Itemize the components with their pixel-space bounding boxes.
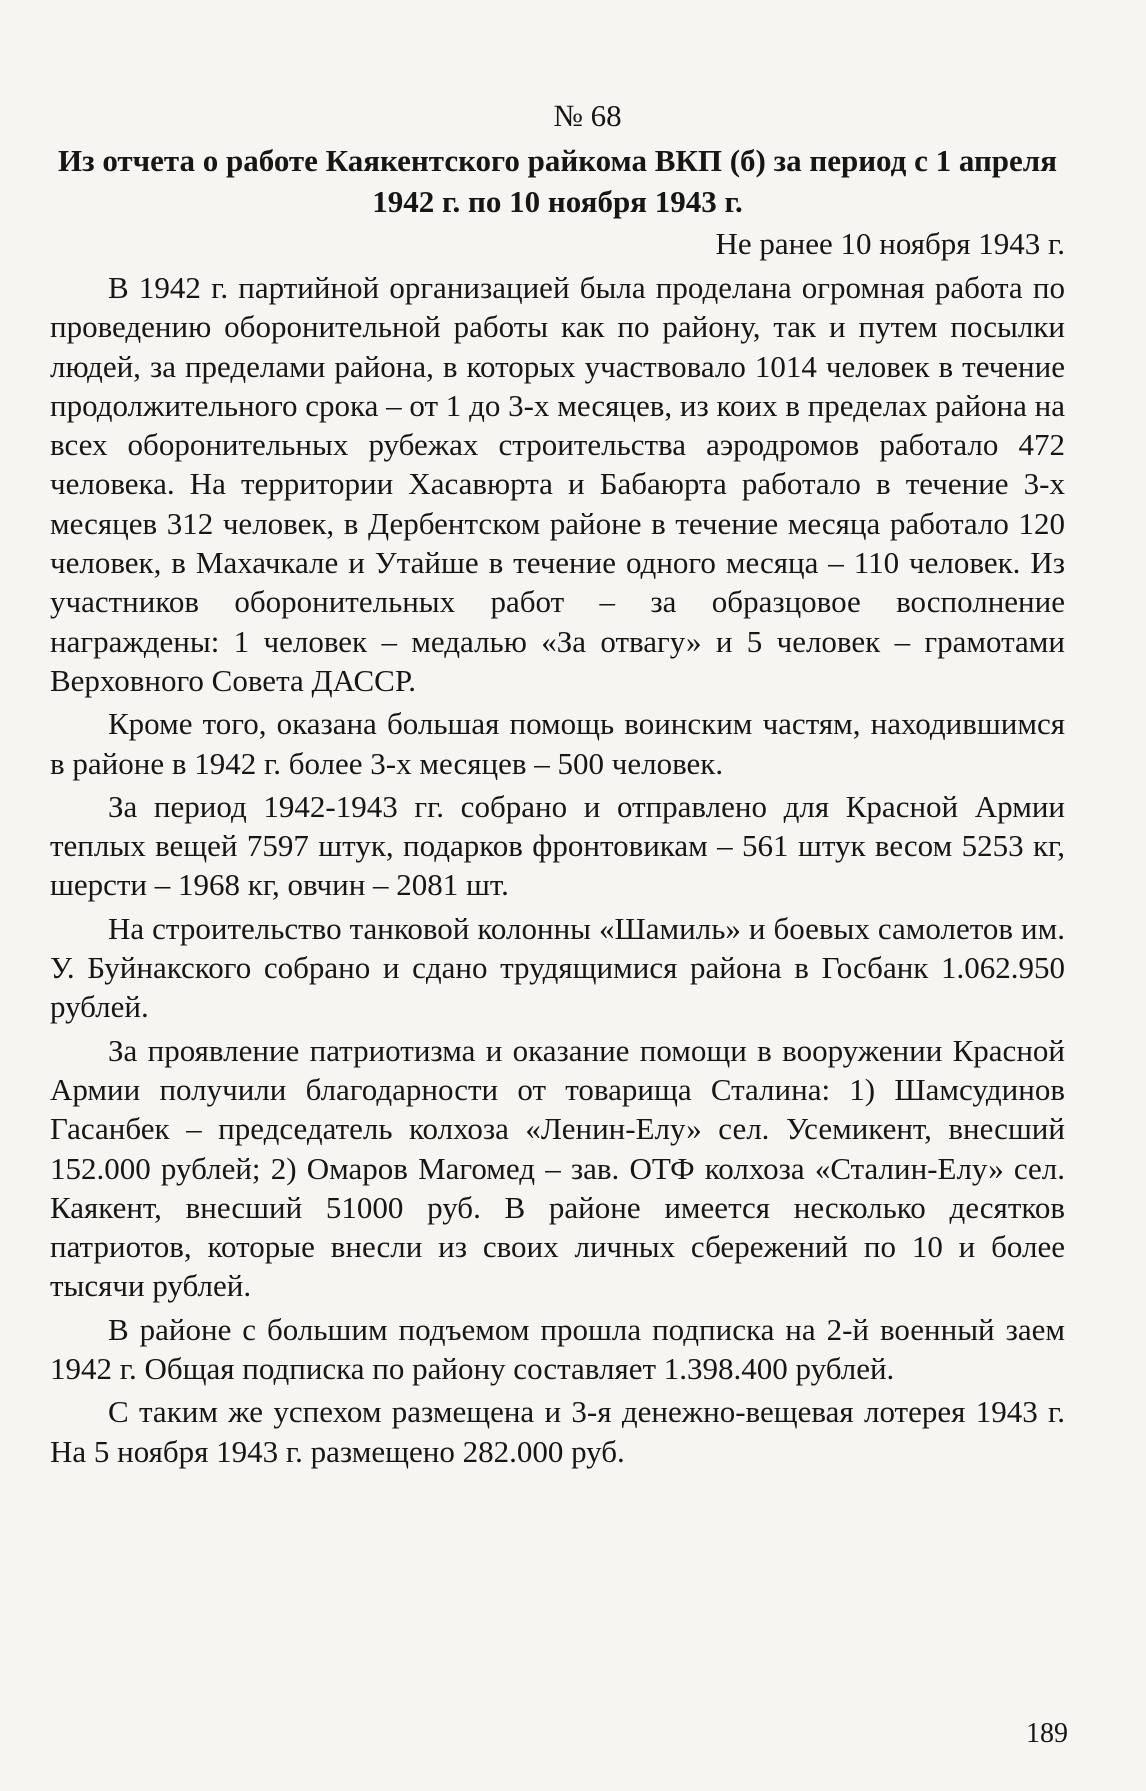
document-number: № 68	[553, 98, 622, 133]
paragraph-3: За период 1942-1943 гг. собрано и отправлено для Красной Армии теплых вещей 7597 штук, подарков фронтовикам – 561 штук весом 5253 кг, шерсти – 1968 кг, овчин – 2081 шт.	[50, 788, 1065, 903]
paragraph-2: Кроме того, оказана большая помощь воинским частям, находившимся в районе в 1942 г. более 3-х месяцев – 500 человек.	[50, 706, 1065, 781]
page-number: 189	[1026, 1718, 1068, 1749]
paragraph-7: С таким же успехом размещена и 3-я денежно-вещевая лотерея 1943 г. На 5 ноября 1943 г. размещено 282.000 руб.	[50, 1394, 1065, 1469]
paragraph-4: На строительство танковой колонны «Шамиль» и боевых самолетов им. У. Буйнакского собрано и сдано трудящимися района в Госбанк 1.062.950 рублей.	[50, 910, 1065, 1025]
document-page	[50, 96, 1065, 1475]
paragraph-5: За проявление патриотизма и оказание помощи в вооружении Красной Армии получили благодарности от товарища Сталина: 1) Шамсудинов Гасанбек – председатель колхоза «Ленин-Елу» сел. Усемикент, внесший 152.000 рублей; 2) Омаров Магомед – зав. ОТФ колхоза «Сталин-Елу» сел. Каякент, внесший 51000 руб. В районе имеется несколько десятков патриотов, которые внесли из своих личных сбережений по 10 и более тысячи рублей.	[50, 1032, 1065, 1304]
paragraph-6: В районе с большим подъемом прошла подписка на 2-й военный заем 1942 г. Общая подписка по району составляет 1.398.400 рублей.	[50, 1311, 1065, 1387]
document-date: Не ранее 10 ноября 1943 г.	[715, 226, 1065, 261]
document-title: Из отчета о работе Каякентского райкома ВКП (б) за период с 1 апреля 1942 г. по 10 ноября 1943 г.	[58, 143, 1057, 219]
paragraph-1: В 1942 г. партийной организацией была проделана огромная работа по проведению оборонительной работы как по району, так и путем посылки людей, за пределами района, в которых участвовало 1014 человек в течение продолжительного срока – от 1 до 3-х месяцев, из коих в пределах района на всех оборонительных рубежах строительства аэродромов работало 472 человека. На территории Хасавюрта и Бабаюрта работало в течение 3-х месяцев 312 человек, в Дербентском районе в течение месяца работало 120 человек, в Махачкале и Утайше в течение одного месяца – 110 человек. Из участников оборонительных работ – за образцовое восполнение награждены: 1 человек – медалью «За отвагу» и 5 человек – грамотами Верховного Совета ДАССР.	[50, 270, 1065, 698]
